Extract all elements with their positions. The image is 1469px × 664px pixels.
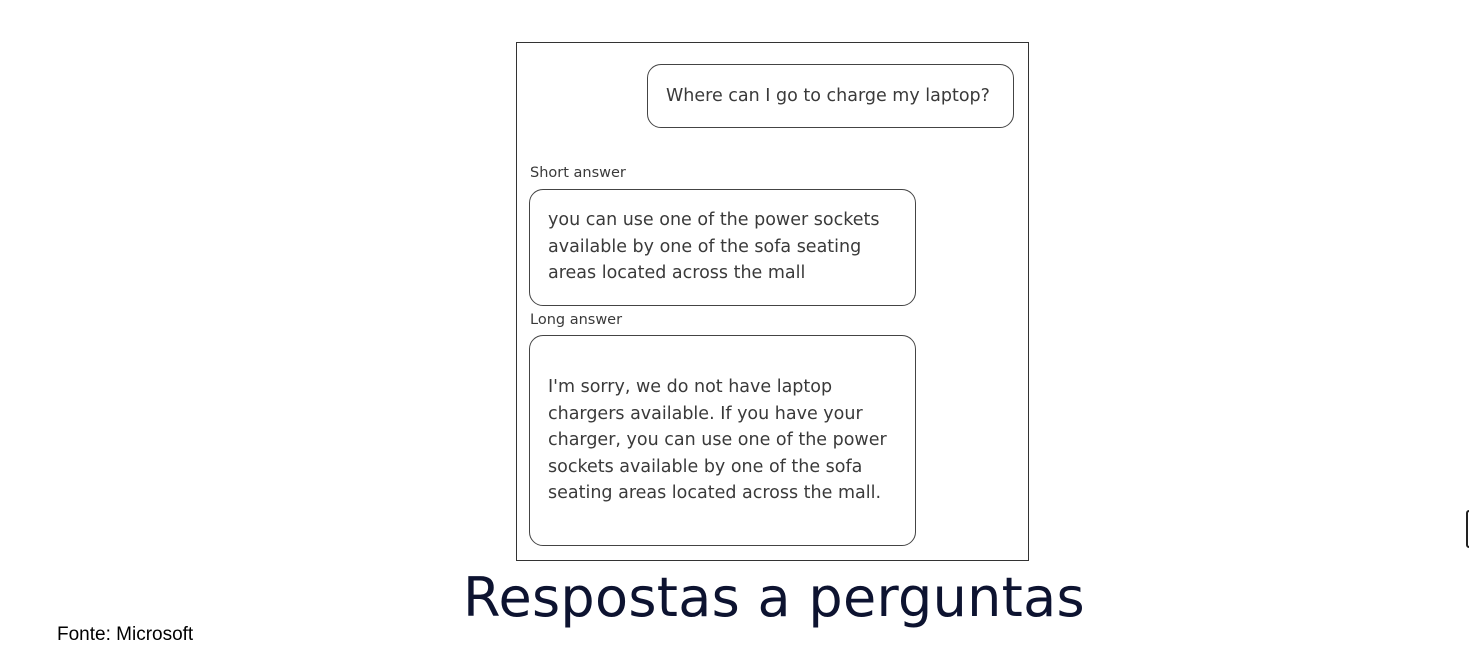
user-question-bubble: Where can I go to charge my laptop? — [647, 64, 1014, 128]
source-credit: Fonte: Microsoft — [57, 624, 194, 645]
short-answer-label: Short answer — [530, 165, 626, 181]
long-answer-label: Long answer — [530, 312, 623, 328]
chat-example-panel — [516, 42, 1029, 561]
slide-title: Respostas a perguntas — [463, 566, 1085, 629]
short-answer-bubble: you can use one of the power sockets available by one of the sofa seating areas located across the mall — [529, 189, 916, 306]
long-answer-bubble: I'm sorry, we do not have laptop chargers available. If you have your charger, you can use one of the power sockets available by one of the sofa seating areas located across the mall. — [529, 335, 916, 546]
